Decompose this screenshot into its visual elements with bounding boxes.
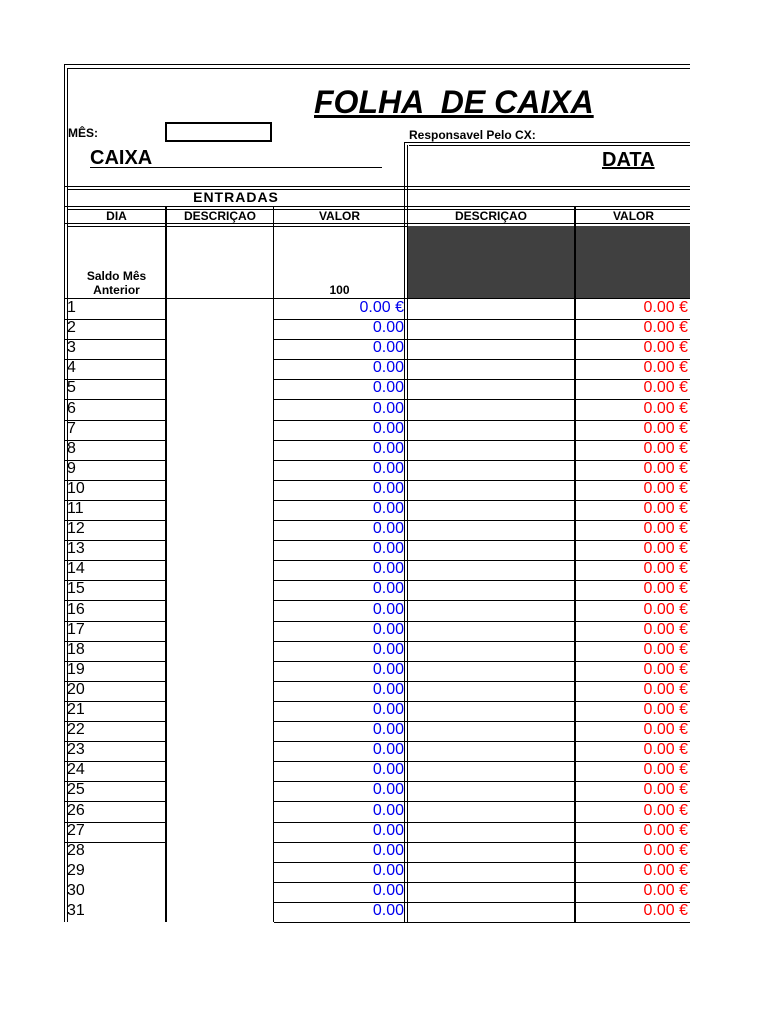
row-saida-value[interactable]: 0.00 € [643,621,688,638]
data-label: DATA [602,149,655,171]
row-saida-value[interactable]: 0.00 € [643,359,688,376]
row-saida-value[interactable]: 0.00 € [643,862,688,879]
row-entrada-value[interactable]: 0.00 [372,822,404,839]
row-saida-value[interactable]: 0.00 € [643,339,688,356]
row-saida-value[interactable]: 0.00 € [643,580,688,597]
entradas-header: ENTRADAS [193,189,279,205]
frame-left [64,64,65,922]
row-day-number: 21 [67,701,85,718]
row-entrada-value[interactable]: 0.00 [372,319,404,336]
row-saida-value[interactable]: 0.00 € [643,560,688,577]
row-entrada-value[interactable]: 0.00 [372,460,404,477]
row-day-number: 16 [67,601,85,618]
row-saida-value[interactable]: 0.00 € [643,480,688,497]
row-entrada-value[interactable]: 0.00 [372,500,404,517]
row-day-number: 26 [67,802,85,819]
col-header-valor-saidas: VALOR [612,209,655,223]
row-entrada-value[interactable]: 0.00 [372,560,404,577]
row-entrada-value[interactable]: 0.00 [372,580,404,597]
row-saida-value[interactable]: 0.00 € [643,902,688,919]
col-header-dia: DIA [106,209,127,223]
row-saida-value[interactable]: 0.00 € [643,440,688,457]
row-saida-value[interactable]: 0.00 € [643,681,688,698]
section-divider-1 [64,186,690,187]
row-day-number: 17 [67,621,85,638]
frame-top [64,64,690,65]
row-day-number: 6 [67,400,76,417]
row-day-number: 9 [67,460,76,477]
row-entrada-value[interactable]: 0.00 [372,761,404,778]
row-day-number: 22 [67,721,85,738]
row-day-number: 27 [67,822,85,839]
row-day-number: 31 [67,902,85,919]
row-day-number: 30 [67,882,85,899]
row-divider-left [64,379,165,380]
row-entrada-value[interactable]: 0.00 [372,621,404,638]
row-entrada-value[interactable]: 0.00 [372,379,404,396]
row-day-number: 13 [67,540,85,557]
row-day-number: 12 [67,520,85,537]
row-day-number: 18 [67,641,85,658]
row-saida-value[interactable]: 0.00 € [643,319,688,336]
row-day-number: 25 [67,781,85,798]
row-saida-value[interactable]: 0.00 € [643,420,688,437]
shaded-cell [407,226,690,298]
row-entrada-value[interactable]: 0.00 [372,520,404,537]
caixa-underline [90,167,382,168]
col-header-descricao-entradas: DESCRIÇAO [183,209,256,223]
row-saida-value[interactable]: 0.00 € [643,721,688,738]
row-day-number: 4 [67,359,76,376]
row-divider-left [64,460,165,461]
row-entrada-value[interactable]: 0.00 [372,601,404,618]
row-entrada-value[interactable]: 0.00 [372,420,404,437]
row-day-number: 24 [67,761,85,778]
header-row-bottom [64,223,690,224]
row-day-number: 14 [67,560,85,577]
row-divider-left [64,339,165,340]
row-entrada-value[interactable]: 0.00 [372,842,404,859]
row-day-number: 7 [67,420,76,437]
row-saida-value[interactable]: 0.00 € [643,299,688,316]
row-day-number: 2 [67,319,76,336]
row-day-number: 28 [67,842,85,859]
row-day-number: 19 [67,661,85,678]
row-entrada-value[interactable]: 0.00 [372,701,404,718]
caixa-data-top [405,142,690,143]
row-entrada-value[interactable]: 0.00 [372,641,404,658]
row-divider-left [64,319,165,320]
row-day-number: 5 [67,379,76,396]
mes-input[interactable] [165,122,272,142]
row-entrada-value[interactable]: 0.00 [372,781,404,798]
col-header-valor-entradas: VALOR [318,209,361,223]
row-saida-value[interactable]: 0.00 € [643,822,688,839]
sheet-title: FOLHA DE CAIXA [314,84,594,120]
caixa-label: CAIXA [90,147,153,169]
row-saida-value[interactable]: 0.00 € [643,379,688,396]
row-divider [274,922,690,923]
row-saida-value[interactable]: 0.00 € [643,520,688,537]
row-saida-value[interactable]: 0.00 € [643,882,688,899]
row-entrada-value[interactable]: 0.00 [372,400,404,417]
row-entrada-value[interactable]: 0.00 € [359,299,404,316]
row-entrada-value[interactable]: 0.00 [372,802,404,819]
row-saida-value[interactable]: 0.00 € [643,802,688,819]
row-day-number: 8 [67,440,76,457]
row-saida-value[interactable]: 0.00 € [643,460,688,477]
row-entrada-value[interactable]: 0.00 [372,540,404,557]
caixa-data-top-inner [409,145,690,146]
row-saida-value[interactable]: 0.00 € [643,781,688,798]
row-saida-value[interactable]: 0.00 € [643,641,688,658]
row-day-number: 1 [67,299,76,316]
row-day-number: 11 [67,500,84,517]
row-saida-value[interactable]: 0.00 € [643,741,688,758]
row-entrada-value[interactable]: 0.00 [372,862,404,879]
row-saida-value[interactable]: 0.00 € [643,842,688,859]
row-saida-value[interactable]: 0.00 € [643,540,688,557]
header-row-top [64,206,690,207]
col-header-descricao-saidas: DESCRIÇAO [454,209,527,223]
row-day-number: 3 [67,339,76,356]
saldo-label-line2: Anterior [93,283,140,297]
row-entrada-value[interactable]: 0.00 [372,440,404,457]
frame-top-inner [68,68,690,69]
responsavel-label: Responsavel Pelo CX: [409,128,536,142]
saldo-value[interactable]: 100 [329,283,350,297]
row-saida-value[interactable]: 0.00 € [643,661,688,678]
row-saida-value[interactable]: 0.00 € [643,701,688,718]
row-divider-left [64,440,165,441]
col-line-valor-a [404,142,405,922]
row-day-number: 23 [67,741,85,758]
row-saida-value[interactable]: 0.00 € [643,500,688,517]
row-divider-left [64,399,165,400]
row-entrada-value[interactable]: 0.00 [372,681,404,698]
row-saida-value[interactable]: 0.00 € [643,400,688,417]
row-day-number: 15 [67,580,85,597]
row-entrada-value[interactable]: 0.00 [372,480,404,497]
row-entrada-value[interactable]: 0.00 [372,359,404,376]
row-entrada-value[interactable]: 0.00 [372,882,404,899]
col-line-descricao [273,206,274,922]
row-day-number: 29 [67,862,85,879]
row-day-number: 20 [67,681,85,698]
row-divider-left [64,420,165,421]
saldo-label-line1: Saldo Mês [86,269,147,283]
row-entrada-value[interactable]: 0.00 [372,721,404,738]
col-line-saidas [574,206,576,922]
row-saida-value[interactable]: 0.00 € [643,601,688,618]
row-saida-value[interactable]: 0.00 € [643,761,688,778]
row-day-number: 10 [67,480,85,497]
row-divider-left [64,359,165,360]
col-line-valor-b [407,145,408,922]
mes-label: MÊS: [68,126,98,140]
row-entrada-value[interactable]: 0.00 [372,741,404,758]
col-line-dia [165,206,167,922]
row-entrada-value[interactable]: 0.00 [372,339,404,356]
row-entrada-value[interactable]: 0.00 [372,661,404,678]
row-entrada-value[interactable]: 0.00 [372,902,404,919]
